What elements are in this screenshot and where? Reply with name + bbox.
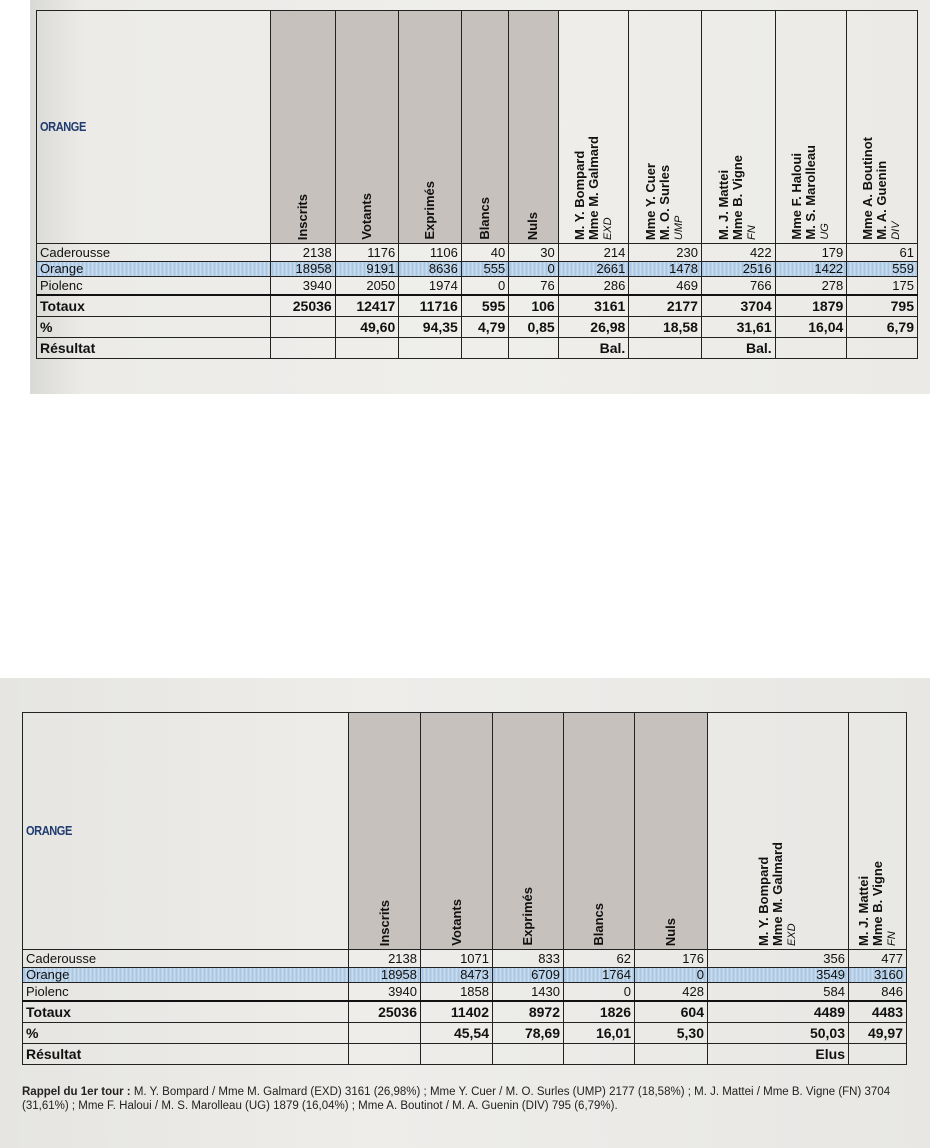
table-cell: 0	[509, 262, 558, 277]
column-header-line: Nuls	[663, 917, 678, 946]
row-pourcentage	[23, 1023, 907, 1044]
party-label: UG	[818, 223, 831, 240]
header-row	[37, 11, 918, 244]
row-piolenc	[23, 983, 907, 1002]
row-orange	[23, 968, 907, 983]
table-cell: 286	[558, 277, 629, 296]
column-header-line: M. J. Mattei	[716, 169, 732, 240]
table-cell: 6,79	[847, 317, 918, 338]
column-header-nuls	[509, 11, 558, 244]
column-header-line: Mme B. Vigne	[869, 860, 885, 946]
table-cell: 16,01	[564, 1023, 635, 1044]
table-cell: 3940	[349, 983, 421, 1002]
table-cell: 175	[847, 277, 918, 296]
row-label: Résultat	[37, 338, 271, 359]
table-cell: 2661	[558, 262, 629, 277]
table-cell: 214	[558, 244, 629, 262]
row-label: Orange	[37, 262, 271, 277]
column-header-line: Exprimés	[520, 887, 535, 946]
row-totaux	[23, 1001, 907, 1023]
table-cell: 422	[701, 244, 775, 262]
column-header-line: Mme A. Boutinot	[860, 137, 876, 240]
table-cell	[399, 338, 462, 359]
table-cell	[564, 1044, 635, 1065]
party-label: FN	[885, 931, 898, 946]
table-cell	[421, 1044, 493, 1065]
table-cell: 106	[509, 295, 558, 317]
table-cell: 12417	[335, 295, 399, 317]
table-cell: 40	[461, 244, 508, 262]
table-cell: 766	[701, 277, 775, 296]
row-resultat	[37, 338, 918, 359]
table-cell	[635, 1044, 708, 1065]
table-cell: 0,85	[509, 317, 558, 338]
column-header-m-j-mattei	[701, 11, 775, 244]
table-cell: 18958	[349, 968, 421, 983]
column-header-line: M. A. Guenin	[874, 161, 890, 240]
header-row	[23, 713, 907, 950]
table-title: ORANGE	[23, 713, 300, 950]
table-cell	[493, 1044, 564, 1065]
table-cell: 49,60	[335, 317, 399, 338]
table-cell: 4483	[849, 1001, 907, 1023]
table-cell: 230	[629, 244, 702, 262]
row-orange	[37, 262, 918, 277]
party-label: DIV	[890, 221, 903, 240]
column-header-line: M. Y. Bompard	[756, 856, 771, 946]
row-label: Totaux	[37, 295, 271, 317]
table-cell: 18958	[271, 262, 336, 277]
column-header-line: Votants	[358, 193, 374, 240]
table-cell: 26,98	[558, 317, 629, 338]
table-cell: 356	[708, 950, 849, 968]
table-cell: 0	[564, 983, 635, 1002]
table-cell: 8473	[421, 968, 493, 983]
column-header-line: Inscrits	[294, 193, 310, 240]
column-header-blancs	[564, 713, 635, 950]
table-cell: 61	[847, 244, 918, 262]
column-header-exprimes	[399, 11, 462, 244]
table-cell: 477	[849, 950, 907, 968]
row-label: Orange	[23, 968, 349, 983]
table-cell: 4489	[708, 1001, 849, 1023]
table-cell: 2138	[349, 950, 421, 968]
table-cell	[271, 317, 336, 338]
table-cell	[349, 1044, 421, 1065]
table-cell: Bal.	[558, 338, 629, 359]
table-cell: 25036	[349, 1001, 421, 1023]
row-label: Résultat	[23, 1044, 349, 1065]
column-header-m-j-mattei	[849, 713, 907, 950]
table-cell: 49,97	[849, 1023, 907, 1044]
table-cell: 1974	[399, 277, 462, 296]
party-label: UMP	[673, 215, 686, 240]
table-cell: 278	[775, 277, 847, 296]
table-cell: 11402	[421, 1001, 493, 1023]
table-cell: 2050	[335, 277, 399, 296]
row-label: %	[37, 317, 271, 338]
table-cell: 4,79	[461, 317, 508, 338]
column-header-m-y-bompard	[558, 11, 629, 244]
table-cell	[849, 1044, 907, 1065]
column-header-mme-f-haloui	[775, 11, 847, 244]
column-header-line: M. S. Marolleau	[802, 145, 818, 240]
row-label: Piolenc	[23, 983, 349, 1002]
column-header-inscrits	[271, 11, 336, 244]
table-cell: 9191	[335, 262, 399, 277]
table-cell: 8972	[493, 1001, 564, 1023]
row-label: Piolenc	[37, 277, 271, 296]
table-cell: 3704	[701, 295, 775, 317]
table-cell: 846	[849, 983, 907, 1002]
table-cell: 1176	[335, 244, 399, 262]
row-label: Totaux	[23, 1001, 349, 1023]
table-cell: 179	[775, 244, 847, 262]
column-header-line: Nuls	[525, 211, 541, 240]
recap-label: Rappel du 1er tour :	[22, 1086, 131, 1098]
table-cell: 1430	[493, 983, 564, 1002]
table-cell: 584	[708, 983, 849, 1002]
column-header-line: Exprimés	[422, 181, 438, 240]
column-header-blancs	[461, 11, 508, 244]
column-header-line: Blancs	[591, 903, 606, 946]
table-cell	[335, 338, 399, 359]
column-header-line: Mme B. Vigne	[730, 154, 746, 240]
table-cell: Elus	[708, 1044, 849, 1065]
table-cell	[847, 338, 918, 359]
column-header-votants	[421, 713, 493, 950]
column-header-mme-a-boutinot	[847, 11, 918, 244]
table-cell	[461, 338, 508, 359]
table-cell: 11716	[399, 295, 462, 317]
results-table-second-round	[22, 712, 907, 1065]
table-cell: 469	[629, 277, 702, 296]
column-header-mme-y-cuer	[629, 11, 702, 244]
party-label: EXD	[786, 923, 798, 946]
table-cell: 76	[509, 277, 558, 296]
table-cell	[509, 338, 558, 359]
table-cell	[349, 1023, 421, 1044]
column-header-nuls	[635, 713, 708, 950]
column-header-line: Mme F. Haloui	[788, 153, 804, 240]
column-header-votants	[335, 11, 399, 244]
table-cell: 3160	[849, 968, 907, 983]
table-cell: 18,58	[629, 317, 702, 338]
column-header-line: Inscrits	[376, 899, 392, 946]
table-cell: Bal.	[701, 338, 775, 359]
table-cell	[271, 338, 336, 359]
table-cell: 555	[461, 262, 508, 277]
table-cell: 2177	[629, 295, 702, 317]
table-cell: 25036	[271, 295, 336, 317]
table-cell: 5,30	[635, 1023, 708, 1044]
table-cell: 3549	[708, 968, 849, 983]
table-cell: 78,69	[493, 1023, 564, 1044]
table-cell: 176	[635, 950, 708, 968]
recap-text: M. Y. Bompard / Mme M. Galmard (EXD) 3161 (26,98%) ; Mme Y. Cuer / M. O. Surles (UMP) 2177 (18,58%) ; M. J. Mattei / Mme B. Vigne (FN) 3704 (31,61%) ; Mme F. Haloui / M. S. Marolleau (UG) 1879 (16,04%) ; Mme A. Boutinot / M. A. Guenin (DIV) 795 (6,79%).	[22, 1086, 891, 1112]
row-label: Caderousse	[37, 244, 271, 262]
table-cell: 3940	[271, 277, 336, 296]
table-cell: 0	[461, 277, 508, 296]
party-label: EXD	[601, 217, 614, 240]
table-cell: 2138	[271, 244, 336, 262]
row-label: Caderousse	[23, 950, 349, 968]
table-cell: 795	[847, 295, 918, 317]
table-title: ORANGE	[37, 11, 236, 244]
column-header-line: Votants	[448, 899, 464, 946]
table-cell: 16,04	[775, 317, 847, 338]
table-cell: 1478	[629, 262, 702, 277]
column-header-inscrits	[349, 713, 421, 950]
table-cell: 1858	[421, 983, 493, 1002]
party-label: FN	[746, 225, 759, 240]
table-cell: 1422	[775, 262, 847, 277]
table-cell: 3161	[558, 295, 629, 317]
column-header-line: M. O. Surles	[657, 164, 673, 240]
table-cell: 31,61	[701, 317, 775, 338]
table-cell: 1106	[399, 244, 462, 262]
column-header-line: Mme M. Galmard	[585, 135, 601, 240]
results-table-first-round	[36, 10, 918, 359]
table-cell: 1071	[421, 950, 493, 968]
row-label: %	[23, 1023, 349, 1044]
table-cell: 1764	[564, 968, 635, 983]
row-piolenc	[37, 277, 918, 296]
table-cell: 428	[635, 983, 708, 1002]
table-cell: 1879	[775, 295, 847, 317]
table-cell: 94,35	[399, 317, 462, 338]
column-header-line: M. Y. Bompard	[571, 150, 587, 240]
first-round-recap	[22, 1085, 902, 1113]
table-cell: 559	[847, 262, 918, 277]
column-header-line: Mme Y. Cuer	[643, 162, 659, 240]
row-resultat	[23, 1044, 907, 1065]
table-cell: 50,03	[708, 1023, 849, 1044]
column-header-m-y-bompard	[708, 713, 849, 950]
table-cell: 8636	[399, 262, 462, 277]
table-cell: 833	[493, 950, 564, 968]
table-cell: 2516	[701, 262, 775, 277]
table-cell	[629, 338, 702, 359]
column-header-line: Mme M. Galmard	[770, 841, 785, 946]
column-header-line: Blancs	[477, 197, 493, 240]
table-cell: 6709	[493, 968, 564, 983]
column-header-exprimes	[493, 713, 564, 950]
row-caderousse	[37, 244, 918, 262]
table-cell: 45,54	[421, 1023, 493, 1044]
table-cell: 0	[635, 968, 708, 983]
row-caderousse	[23, 950, 907, 968]
column-header-line: M. J. Mattei	[855, 875, 871, 946]
table-cell: 30	[509, 244, 558, 262]
row-pourcentage	[37, 317, 918, 338]
table-cell: 604	[635, 1001, 708, 1023]
table-cell	[775, 338, 847, 359]
table-cell: 62	[564, 950, 635, 968]
table-cell: 1826	[564, 1001, 635, 1023]
row-totaux	[37, 295, 918, 317]
table-cell: 595	[461, 295, 508, 317]
